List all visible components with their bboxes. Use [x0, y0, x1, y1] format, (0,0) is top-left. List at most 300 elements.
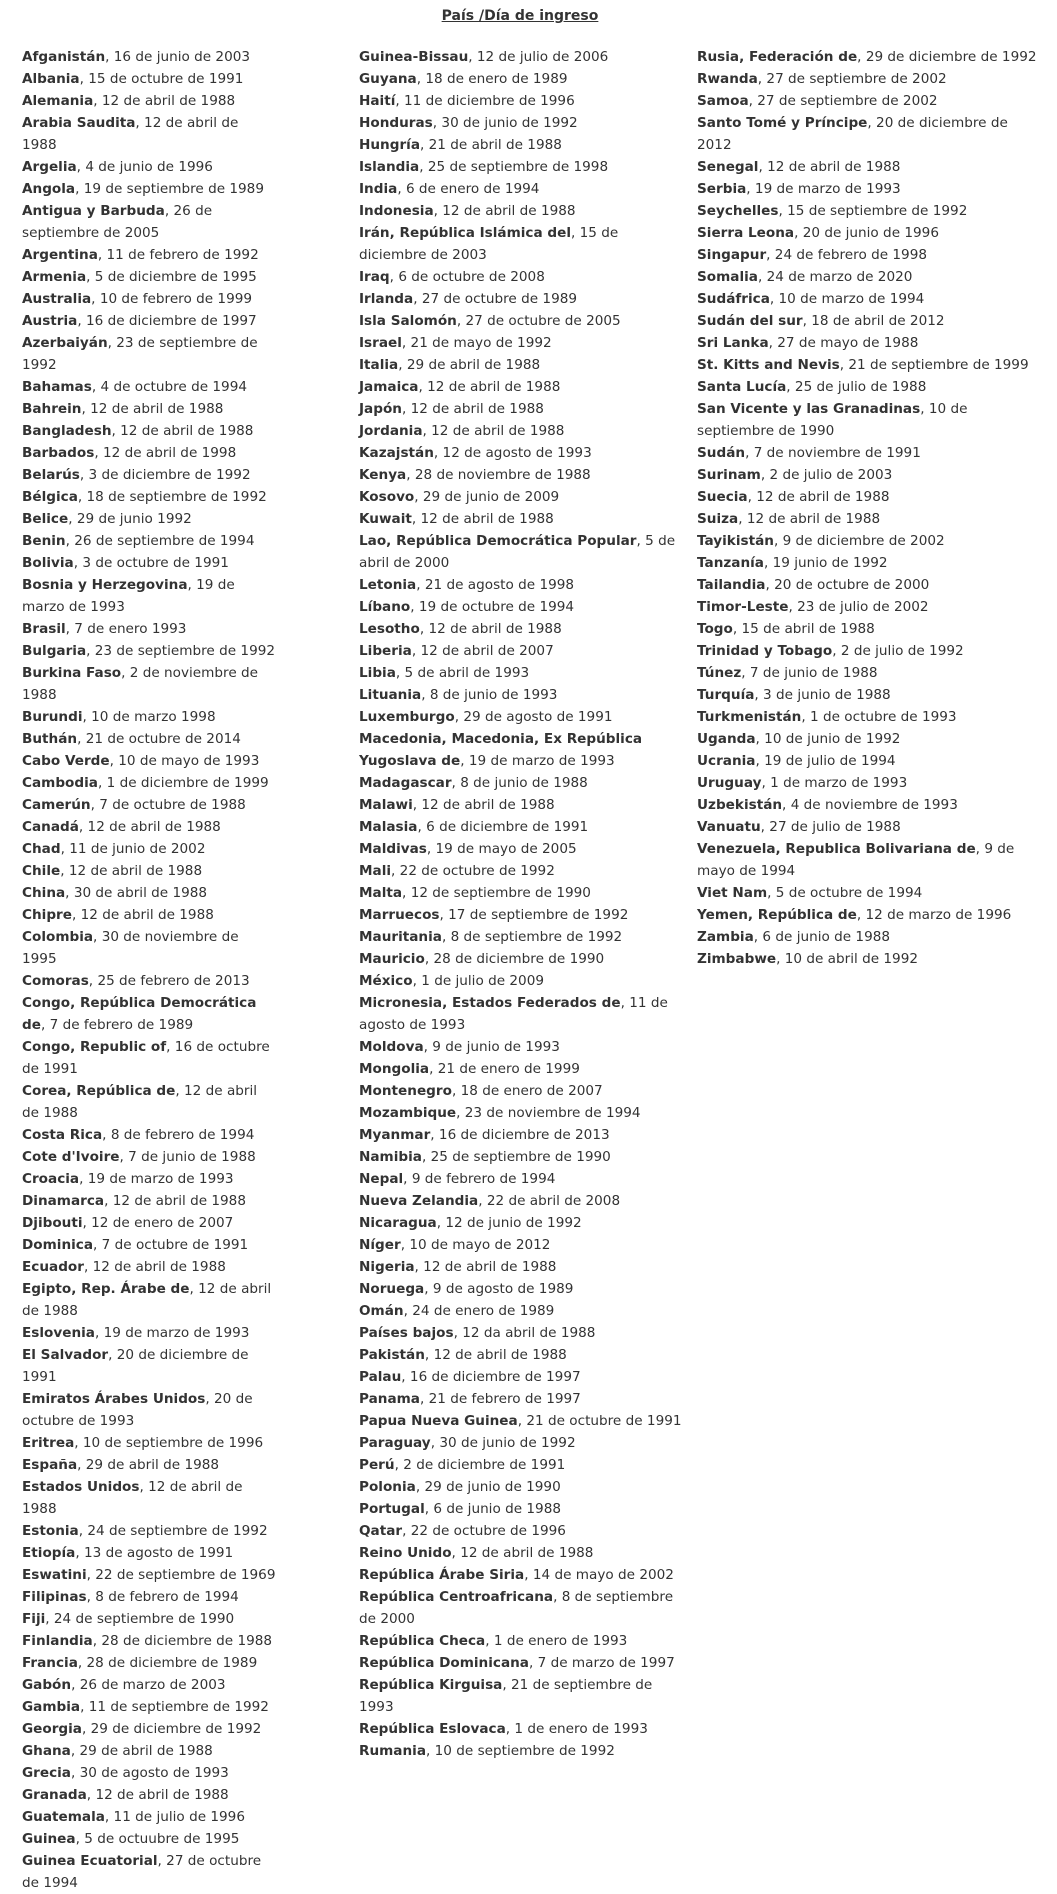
join-date: , 11 de julio de 1996: [104, 1809, 245, 1825]
country-entry: [22, 530, 276, 552]
country-entry: [359, 266, 689, 288]
join-date: , 26 de marzo de 2003: [71, 1677, 226, 1693]
country-entry: [22, 68, 276, 90]
country-entry: [359, 420, 689, 442]
country-entry: [697, 156, 1037, 178]
join-date: , 5 de octuubre de 1995: [75, 1831, 240, 1847]
join-date: , 9 de junio de 1993: [423, 1039, 560, 1055]
country-entry: [359, 1366, 689, 1388]
country-name: Kazajstán: [359, 445, 434, 461]
country-entry: [22, 200, 276, 244]
country-entry: [22, 178, 276, 200]
country-name: Suecia: [697, 489, 748, 505]
country-entry: [22, 486, 276, 508]
join-date: , 28 de diciembre de 1988: [92, 1633, 273, 1649]
country-entry: [697, 222, 1037, 244]
country-name: Buthán: [22, 731, 78, 747]
country-name: Guatemala: [22, 1809, 105, 1825]
country-name: Bangladesh: [22, 423, 112, 439]
join-date: , 22 de octubre de 1992: [391, 863, 555, 879]
join-date: , 28 de diciembre de 1989: [77, 1655, 258, 1671]
country-name: El Salvador: [22, 1347, 109, 1363]
join-date: , 10 de marzo de 1994: [769, 291, 925, 307]
country-name: Mongolia: [359, 1061, 430, 1077]
country-entry: [22, 46, 276, 68]
join-date: , 12 de abril de 1988: [738, 511, 881, 527]
country-name: Dominica: [22, 1237, 94, 1253]
join-date: , 7 de febrero de 1989: [40, 1017, 194, 1033]
country-name: Yemen, República de: [697, 907, 857, 923]
country-name: Vanuatu: [697, 819, 761, 835]
join-date: , 19 de septiembre de 1989: [75, 181, 264, 197]
country-name: República Centroafricana: [359, 1589, 554, 1605]
country-entry: [22, 1674, 276, 1696]
join-date: , 29 de abril de 1988: [398, 357, 541, 373]
country-name: Namibia: [359, 1149, 422, 1165]
country-entry: [22, 1278, 276, 1322]
country-entry: [359, 1630, 689, 1652]
join-date: , 12 de abril de 1988: [451, 1545, 594, 1561]
country-name: República Kirguisa: [359, 1677, 503, 1693]
join-date: , 6 de junio de 1988: [753, 929, 891, 945]
join-date: , 29 de diciembre de 1992: [857, 49, 1037, 65]
join-date: , 23 de septiembre de 1992: [22, 335, 258, 373]
country-entry: [22, 398, 276, 420]
join-date: , 7 de enero 1993: [65, 621, 187, 637]
country-column-1: [22, 46, 276, 1894]
join-date: , 12 de abril de 1988: [22, 1479, 243, 1517]
country-name: Venezuela, Republica Bolivariana de: [697, 841, 976, 857]
country-entry: [359, 970, 689, 992]
country-entry: [359, 68, 689, 90]
join-date: , 28 de diciembre de 1990: [424, 951, 605, 967]
country-name: Etiopía: [22, 1545, 76, 1561]
country-name: Bosnia y Herzegovina: [22, 577, 188, 593]
country-entry: [697, 640, 1037, 662]
join-date: , 29 de junio de 2009: [414, 489, 560, 505]
country-name: Indonesia: [359, 203, 434, 219]
join-date: , 12 de abril de 1998: [94, 445, 237, 461]
country-name: Bahrein: [22, 401, 82, 417]
join-date: , 18 de enero de 2007: [451, 1083, 603, 1099]
join-date: , 3 de diciembre de 1992: [79, 467, 251, 483]
country-entry: [22, 156, 276, 178]
country-name: Portugal: [359, 1501, 425, 1517]
country-name: Letonia: [359, 577, 417, 593]
country-entry: [359, 1718, 689, 1740]
join-date: , 19 de marzo de 1993: [22, 577, 235, 615]
country-entry: [359, 112, 689, 134]
country-entry: [359, 464, 689, 486]
country-entry: [359, 1388, 689, 1410]
country-entry: [22, 1740, 276, 1762]
country-entry: [697, 772, 1037, 794]
country-entry: [697, 68, 1037, 90]
country-entry: [22, 1212, 276, 1234]
country-name: Malta: [359, 885, 403, 901]
join-date: , 5 de diciembre de 1995: [86, 269, 257, 285]
country-entry: [359, 530, 689, 574]
country-entry: [359, 288, 689, 310]
join-date: , 27 de julio de 1988: [760, 819, 901, 835]
country-entry: [359, 486, 689, 508]
country-entry: [22, 860, 276, 882]
country-entry: [22, 706, 276, 728]
join-date: , 11 de septiembre de 1992: [80, 1699, 269, 1715]
country-entry: [22, 508, 276, 530]
country-entry: [22, 904, 276, 926]
country-entry: [22, 442, 276, 464]
country-name: Montenegro: [359, 1083, 452, 1099]
country-name: Corea, República de: [22, 1083, 176, 1099]
country-entry: [359, 948, 689, 970]
country-name: Maldivas: [359, 841, 427, 857]
join-date: , 12 da abril de 1988: [453, 1325, 596, 1341]
join-date: , 10 de septiembre de 1996: [74, 1435, 264, 1451]
join-date: , 25 de julio de 1988: [786, 379, 927, 395]
country-entry: [359, 398, 689, 420]
country-name: México: [359, 973, 413, 989]
join-date: , 18 de septiembre de 1992: [77, 489, 267, 505]
country-name: Senegal: [697, 159, 759, 175]
join-date: , 24 de septiembre de 1992: [78, 1523, 268, 1539]
country-entry: [359, 1190, 689, 1212]
country-name: Países bajos: [359, 1325, 454, 1341]
country-name: Ecuador: [22, 1259, 84, 1275]
country-name: Bolivia: [22, 555, 74, 571]
country-entry: [697, 574, 1037, 596]
join-date: , 3 de octubre de 1991: [73, 555, 229, 571]
country-name: Santa Lucía: [697, 379, 787, 395]
join-date: , 19 de marzo de 1993: [746, 181, 901, 197]
country-entry: [22, 926, 276, 970]
country-entry: [359, 1740, 689, 1762]
join-date: , 18 de abril de 2012: [802, 313, 945, 329]
country-name: Hungría: [359, 137, 420, 153]
country-entry: [22, 244, 276, 266]
join-date: , 16 de diciembre de 1997: [77, 313, 257, 329]
join-date: , 21 de febrero de 1997: [419, 1391, 581, 1407]
join-date: , 20 de octubre de 2000: [765, 577, 930, 593]
join-date: , 2 de julio de 1992: [832, 643, 964, 659]
join-date: , 2 de diciembre de 1991: [394, 1457, 566, 1473]
country-name: Arabia Saudita: [22, 115, 136, 131]
join-date: , 12 de abril de 1988: [411, 511, 554, 527]
join-date: , 12 de abril de 1988: [758, 159, 901, 175]
country-entry: [22, 1608, 276, 1630]
country-entry: [22, 816, 276, 838]
country-entry: [697, 46, 1037, 68]
country-entry: [697, 816, 1037, 838]
country-entry: [359, 1498, 689, 1520]
join-date: , 19 de mayo de 2005: [426, 841, 577, 857]
country-entry: [22, 992, 276, 1036]
country-entry: [359, 926, 689, 948]
country-name: Líbano: [359, 599, 411, 615]
country-entry: [359, 662, 689, 684]
country-entry: [359, 1256, 689, 1278]
country-entry: [359, 596, 689, 618]
country-entry: [359, 1124, 689, 1146]
country-name: Somalia: [697, 269, 758, 285]
country-name: Ghana: [22, 1743, 71, 1759]
country-entry: [697, 442, 1037, 464]
country-entry: [22, 1476, 276, 1520]
country-name: Dinamarca: [22, 1193, 105, 1209]
country-name: Trinidad y Tobago: [697, 643, 833, 659]
join-date: , 10 de marzo 1998: [82, 709, 216, 725]
join-date: , 21 de octubre de 2014: [77, 731, 241, 747]
country-name: Liberia: [359, 643, 412, 659]
country-entry: [359, 1454, 689, 1476]
country-entry: [22, 838, 276, 860]
country-entry: [22, 970, 276, 992]
country-entry: [359, 222, 689, 266]
country-entry: [22, 662, 276, 706]
country-entry: [697, 706, 1037, 728]
country-entry: [22, 464, 276, 486]
country-column-3: [697, 46, 1037, 970]
country-name: Tayikistán: [697, 533, 774, 549]
country-name: Egipto, Rep. Árabe de: [22, 1281, 190, 1297]
country-name: Gambia: [22, 1699, 81, 1715]
join-date: , 8 de septiembre de 1992: [441, 929, 623, 945]
join-date: , 27 de octubre de 2005: [456, 313, 621, 329]
country-name: Zimbabwe: [697, 951, 777, 967]
join-date: , 2 de julio de 2003: [760, 467, 893, 483]
country-name: Antigua y Barbuda: [22, 203, 165, 219]
country-name: Chad: [22, 841, 61, 857]
country-name: Sudán: [697, 445, 746, 461]
join-date: , 12 de abril de 1988: [86, 1787, 229, 1803]
join-date: , 9 de mayo de 1994: [697, 841, 1015, 879]
country-entry: [697, 618, 1037, 640]
country-entry: [359, 838, 689, 860]
country-name: Zambia: [697, 929, 754, 945]
join-date: , 23 de noviembre de 1994: [456, 1105, 641, 1121]
country-name: Rusia, Federación de: [697, 49, 858, 65]
country-name: Kosovo: [359, 489, 415, 505]
country-entry: [359, 442, 689, 464]
join-date: , 21 de agosto de 1998: [416, 577, 575, 593]
country-name: San Vicente y las Granadinas: [697, 401, 921, 417]
country-name: Samoa: [697, 93, 749, 109]
country-name: Perú: [359, 1457, 395, 1473]
country-entry: [22, 90, 276, 112]
country-entry: [359, 992, 689, 1036]
country-name: Turquía: [697, 687, 755, 703]
join-date: , 5 de abril de 2000: [359, 533, 676, 571]
join-date: , 9 de febrero de 1994: [403, 1171, 556, 1187]
country-entry: [22, 1234, 276, 1256]
join-date: , 12 de abril de 1988: [111, 423, 254, 439]
join-date: , 6 de diciembre de 1991: [417, 819, 589, 835]
country-name: Japón: [359, 401, 402, 417]
join-date: , 10 de mayo de 2012: [400, 1237, 551, 1253]
country-name: Canadá: [22, 819, 79, 835]
country-name: Benin: [22, 533, 66, 549]
country-name: Rwanda: [697, 71, 758, 87]
join-date: , 7 de octubre de 1991: [93, 1237, 249, 1253]
country-entry: [359, 574, 689, 596]
country-name: Fiji: [22, 1611, 46, 1627]
join-date: , 7 de octubre de 1988: [90, 797, 246, 813]
country-name: Argelia: [22, 159, 77, 175]
country-entry: [359, 618, 689, 640]
country-name: Comoras: [22, 973, 89, 989]
country-name: Cambodia: [22, 775, 98, 791]
country-entry: [22, 1190, 276, 1212]
country-name: Ucrania: [697, 753, 756, 769]
country-name: Paraguay: [359, 1435, 431, 1451]
country-entry: [22, 1652, 276, 1674]
country-name: Nueva Zelandia: [359, 1193, 479, 1209]
join-date: , 30 de junio de 1992: [430, 1435, 576, 1451]
country-entry: [697, 178, 1037, 200]
country-entry: [697, 596, 1037, 618]
country-name: Colombia: [22, 929, 94, 945]
country-entry: [697, 332, 1037, 354]
country-name: Tailandia: [697, 577, 766, 593]
country-entry: [22, 1344, 276, 1388]
country-entry: [22, 574, 276, 618]
country-entry: [22, 1850, 276, 1894]
country-entry: [22, 1718, 276, 1740]
join-date: , 20 de diciembre de 1991: [22, 1347, 249, 1385]
country-name: Papua Nueva Guinea: [359, 1413, 518, 1429]
country-entry: [697, 486, 1037, 508]
country-name: Viet Nam: [697, 885, 768, 901]
country-entry: [359, 178, 689, 200]
country-entry: [359, 1168, 689, 1190]
country-entry: [359, 772, 689, 794]
join-date: , 29 de diciembre de 1992: [81, 1721, 262, 1737]
country-name: St. Kitts and Nevis: [697, 357, 840, 373]
country-name: Gabón: [22, 1677, 72, 1693]
country-name: Bahamas: [22, 379, 92, 395]
join-date: , 1 de enero de 1993: [485, 1633, 628, 1649]
country-entry: [697, 398, 1037, 442]
join-date: , 12 de julio de 2006: [468, 49, 609, 65]
join-date: , 12 de abril de 1988: [419, 621, 562, 637]
country-name: Timor-Leste: [697, 599, 789, 615]
join-date: , 21 de septiembre de 1999: [839, 357, 1029, 373]
country-entry: [22, 1564, 276, 1586]
country-name: Afganistán: [22, 49, 106, 65]
country-entry: [359, 134, 689, 156]
country-entry: [697, 552, 1037, 574]
join-date: , 5 de octubre de 1994: [767, 885, 923, 901]
country-name: Noruega: [359, 1281, 425, 1297]
country-name: Eslovenia: [22, 1325, 95, 1341]
country-name: Nicaragua: [359, 1215, 437, 1231]
country-entry: [22, 1696, 276, 1718]
join-date: , 4 de octubre de 1994: [91, 379, 248, 395]
join-date: , 10 de mayo de 1993: [109, 753, 260, 769]
join-date: , 18 de enero de 1989: [416, 71, 568, 87]
country-name: Omán: [359, 1303, 404, 1319]
join-date: , 12 de junio de 1992: [436, 1215, 582, 1231]
country-entry: [359, 1234, 689, 1256]
join-date: , 12 de abril de 1988: [104, 1193, 246, 1209]
country-entry: [359, 904, 689, 926]
country-name: Guinea-Bissau: [359, 49, 469, 65]
join-date: , 8 de septiembre de 2000: [359, 1589, 674, 1627]
country-entry: [22, 640, 276, 662]
country-name: Singapur: [697, 247, 767, 263]
country-name: Burundi: [22, 709, 83, 725]
join-date: , 27 de octubre de 1994: [22, 1853, 262, 1891]
country-entry: [359, 1278, 689, 1300]
join-date: , 11 de diciembre de 1996: [395, 93, 575, 109]
join-date: , 4 de noviembre de 1993: [782, 797, 958, 813]
join-date: , 13 de agosto de 1991: [75, 1545, 234, 1561]
country-entry: [22, 310, 276, 332]
join-date: , 22 de septiembre de 1969: [86, 1567, 276, 1583]
country-name: Sierra Leona: [697, 225, 795, 241]
join-date: , 25 de febrero de 2013: [88, 973, 250, 989]
country-name: Lao, República Democrática Popular: [359, 533, 637, 549]
join-date: , 24 de enero de 1989: [403, 1303, 555, 1319]
join-date: , 1 de marzo de 1993: [761, 775, 908, 791]
country-entry: [359, 1322, 689, 1344]
country-entry: [359, 794, 689, 816]
country-entry: [359, 1300, 689, 1322]
country-name: Guinea Ecuatorial: [22, 1853, 158, 1869]
country-entry: [697, 90, 1037, 112]
country-name: Polonia: [359, 1479, 416, 1495]
country-name: Israel: [359, 335, 402, 351]
country-entry: [359, 1652, 689, 1674]
country-name: Malasia: [359, 819, 418, 835]
country-entry: [697, 310, 1037, 332]
country-entry: [22, 1146, 276, 1168]
country-name: Túnez: [697, 665, 742, 681]
join-date: , 24 de septiembre de 1990: [45, 1611, 235, 1627]
country-name: Congo, Republic of: [22, 1039, 167, 1055]
country-entry: [22, 1762, 276, 1784]
join-date: , 30 de abril de 1988: [65, 885, 208, 901]
join-date: , 7 de marzo de 1997: [528, 1655, 675, 1671]
country-entry: [359, 1080, 689, 1102]
join-date: , 20 de junio de 1996: [794, 225, 939, 241]
country-name: Lesotho: [359, 621, 420, 637]
country-entry: [697, 244, 1037, 266]
join-date: , 20 de diciembre de 2012: [697, 115, 1008, 153]
join-date: , 20 de octubre de 1993: [22, 1391, 253, 1429]
join-date: , 3 de junio de 1988: [754, 687, 891, 703]
join-date: , 27 de octubre de 1989: [413, 291, 578, 307]
country-name: Moldova: [359, 1039, 424, 1055]
country-entry: [22, 1784, 276, 1806]
country-name: Congo, República Democrática de: [22, 995, 257, 1033]
country-name: Eswatini: [22, 1567, 87, 1583]
country-entry: [697, 904, 1037, 926]
country-name: Guyana: [359, 71, 417, 87]
join-date: , 12 de septiembre de 1990: [402, 885, 591, 901]
country-name: Seychelles: [697, 203, 779, 219]
join-date: , 23 de julio de 2002: [788, 599, 929, 615]
country-entry: [359, 728, 689, 772]
country-name: Costa Rica: [22, 1127, 103, 1143]
country-name: Jordania: [359, 423, 423, 439]
country-entry: [22, 1806, 276, 1828]
country-name: Djibouti: [22, 1215, 83, 1231]
country-entry: [22, 1520, 276, 1542]
join-date: , 11 de agosto de 1993: [359, 995, 668, 1033]
country-entry: [22, 1322, 276, 1344]
country-name: Haití: [359, 93, 396, 109]
